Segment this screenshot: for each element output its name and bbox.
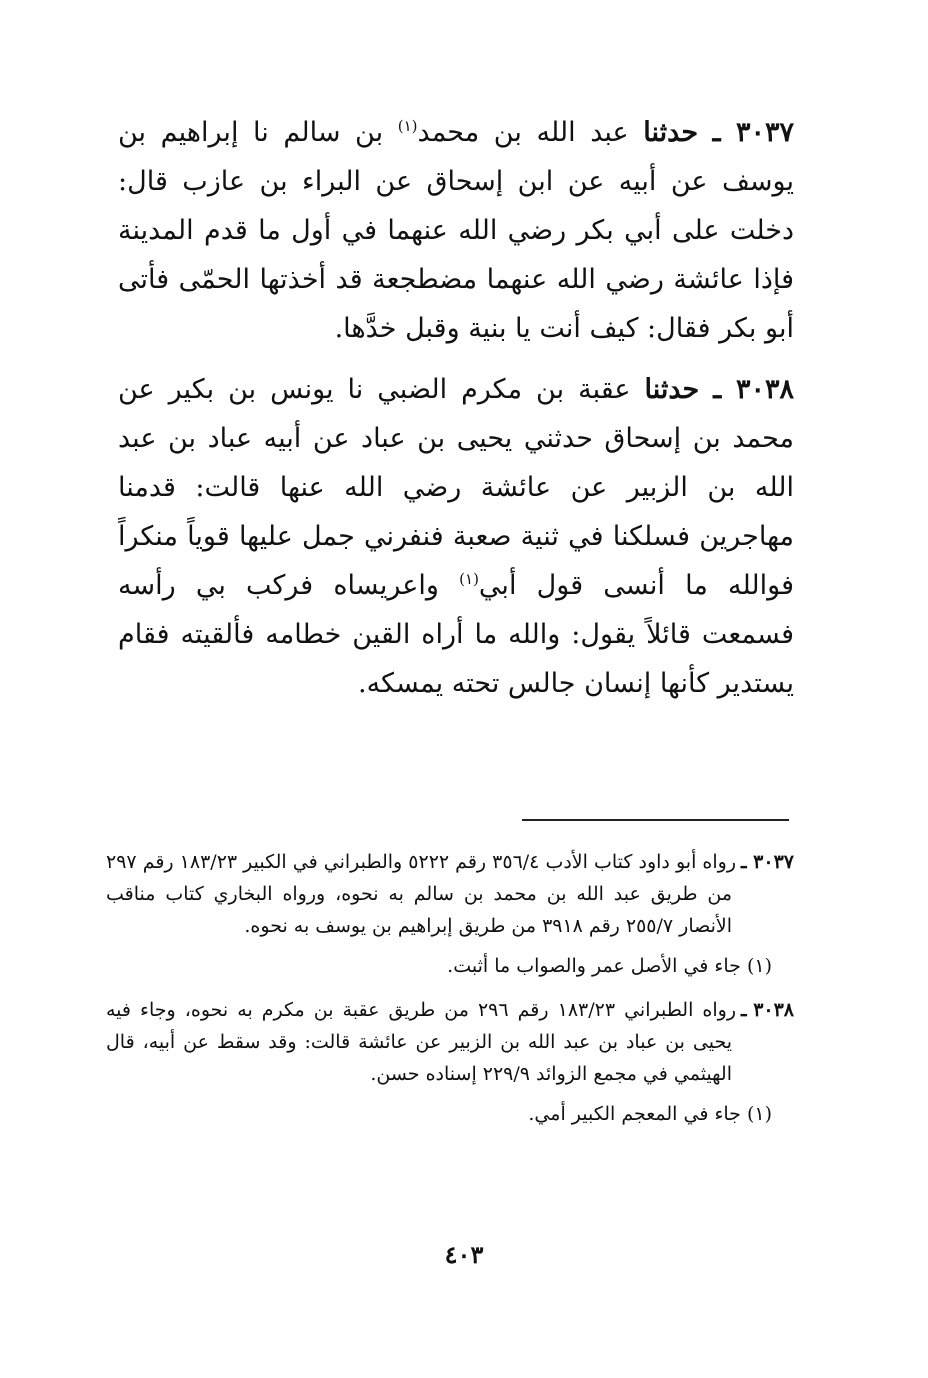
main-text xyxy=(118,108,794,720)
footnote-text: رواه الطبراني ١٨٣/٢٣ رقم ٢٩٦ من طريق عقبة بن مكرم به نحوه، وجاء فيه يحيى بن عباد بن عبد الله بن الزبير عن عائشة قالت: وقد سقط عن أبيه، قال الهيثمي في مجمع الزوائد ٢٢٩/٩ إسناده حسن. xyxy=(106,999,737,1085)
footnote-number: ٣٠٣٧ ـ xyxy=(740,851,794,873)
hadith-keyword: حدثنا xyxy=(644,374,700,405)
footnote-text: رواه أبو داود كتاب الأدب ٣٥٦/٤ رقم ٥٢٢٢ والطبراني في الكبير ١٨٣/٢٣ رقم ٢٩٧ من طريق عبد الله بن محمد بن سالم به نحوه، ورواه البخاري كتاب مناقب الأنصار ٢٥٥/٧ رقم ٣٩١٨ من طريق إبراهيم بن يوسف به نحوه. xyxy=(106,851,736,937)
hadith-text: بن سالم نا إبراهيم بن يوسف عن أبيه عن ابن إسحاق عن البراء بن عازب قال: دخلت على أبي بكر رضي الله عنهما في أول ما قدم المدينة فإذا عائشة رضي الله عنهما مضطجعة قد أخذتها الحمّى فأتى أبو بكر فقال: كيف أنت يا بنية وقبل خدَّها. xyxy=(118,117,794,344)
hadith-number: ٣٠٣٨ ـ xyxy=(713,374,794,405)
footnote-number: ٣٠٣٨ ـ xyxy=(741,999,795,1021)
footnote-divider xyxy=(522,819,789,821)
sub-footnote: (١) جاء في الأصل عمر والصواب ما أثبت. xyxy=(447,955,772,977)
footnote-3037 xyxy=(106,846,794,942)
footnotes xyxy=(106,846,794,1142)
hadith-keyword: حدثنا xyxy=(643,117,699,148)
footnote-marker: (١) xyxy=(397,117,418,135)
hadith-3038 xyxy=(118,365,794,708)
sub-footnote: (١) جاء في المعجم الكبير أمي. xyxy=(528,1103,772,1125)
page-number: ٤٠٣ xyxy=(444,1240,484,1269)
hadith-text: واعريساه فركب بي رأسه فسمعت قائلاً يقول: والله ما أراه القين خطامه فألقيته فقام يستدير كأنها إنسان جالس تحته يمسكه. xyxy=(118,570,794,699)
hadith-number: ٣٠٣٧ ـ xyxy=(712,117,794,148)
hadith-3037 xyxy=(118,108,794,353)
hadith-text: عقبة بن مكرم الضبي نا يونس بن بكير عن محمد بن إسحاق حدثني يحيى بن عباد عن أبيه عباد بن عبد الله بن الزبير عن عائشة رضي الله عنها قالت: قدمنا مهاجرين فسلكنا في ثنية صعبة فنفرني جمل عليها قوياً منكراً فوالله ما أنسى قول أبي xyxy=(118,374,794,601)
footnote-3038 xyxy=(106,994,794,1090)
footnote-marker: (١) xyxy=(459,570,479,588)
hadith-text: عبد الله بن محمد xyxy=(417,117,629,148)
